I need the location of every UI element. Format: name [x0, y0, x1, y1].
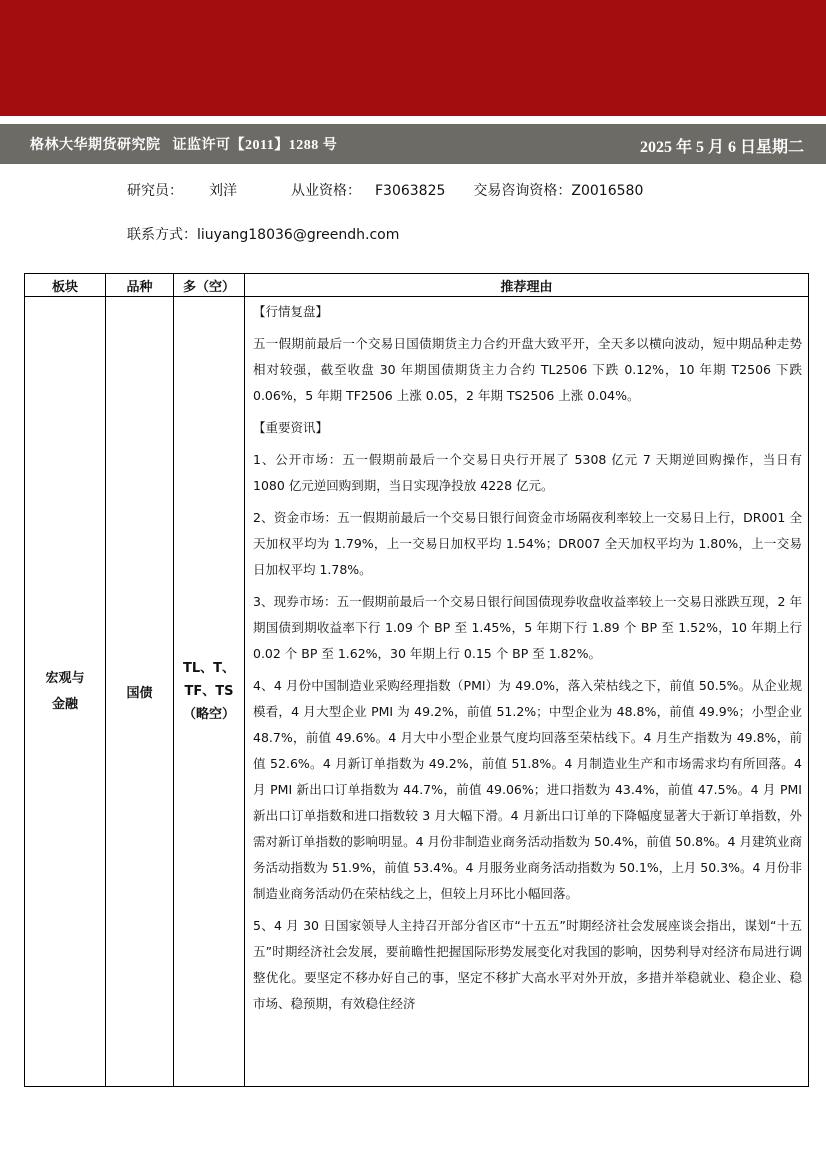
consult-number: Z0016580: [571, 183, 644, 199]
header-bar: [0, 124, 826, 164]
institute-name: 格林大华期货研究院: [30, 138, 161, 153]
variety-cell: 国债: [106, 297, 174, 1087]
table-row: [25, 297, 809, 1087]
col-header-position: 多（空）: [174, 274, 245, 297]
news-item-bond-market: 3、现券市场：五一假期前最后一个交易日银行间国债现券收盘收益率较上一交易日涨跌互现，2 年期国债到期收益率下行 1.09 个 BP 至 1.45%，5 年期下行 1.89 个 BP 至 1.52%，10 年期上行 0.02 个 BP 至 1.62%，30 年期上行 0.15 个 BP 至 1.82%。: [253, 594, 802, 661]
consult-label: 交易咨询资格：: [473, 183, 572, 199]
contact-line: [127, 224, 399, 244]
analyst-label: 研究员：: [127, 183, 183, 199]
col-header-variety: 品种: [106, 274, 174, 297]
reason-content: [253, 299, 802, 1082]
col-header-reason: 推荐理由: [245, 274, 809, 297]
market-review-text: 五一假期前最后一个交易日国债期货主力合约开盘大致平开，全天多以横向波动，短中期品种走势相对较强，截至收盘 30 年期国债期货主力合约 TL2506 下跌 0.12%，10 年期 T2506 下跌 0.06%，5 年期 TF2506 上涨 0.05，2 年期 TS2506 上涨 0.04%。: [253, 336, 802, 403]
reason-cell: [245, 297, 809, 1087]
contact-email[interactable]: liuyang18036@greendh.com: [197, 227, 400, 243]
position-cell: [174, 297, 245, 1087]
contact-label: 联系方式：: [127, 227, 197, 243]
col-header-sector: 板块: [25, 274, 106, 297]
institute-license: [30, 134, 337, 154]
qualification-label: 从业资格：: [291, 183, 361, 199]
sector-text: 宏观与金融: [45, 670, 85, 712]
table-header-row: [25, 274, 809, 297]
analyst-line: [127, 180, 643, 200]
news-item-money-market: 2、资金市场：五一假期前最后一个交易日银行间资金市场隔夜利率较上一交易日上行，DR001 全天加权平均为 1.79%，上一交易日加权平均 1.54%；DR007 全天加权平均为 1.80%，上一交易日加权平均 1.78%。: [253, 510, 802, 577]
position-direction: （略空）: [182, 707, 235, 722]
report-date: 2025 年 5 月 6 日星期二: [639, 139, 804, 156]
section-title-news: 【重要资讯】: [253, 420, 329, 435]
position-contracts-2: TF、TS: [184, 684, 234, 699]
position-contracts-1: TL、T、: [182, 661, 236, 676]
top-banner: [0, 0, 826, 116]
news-item-open-market: 1、公开市场：五一假期前最后一个交易日央行开展了 5308 亿元 7 天期逆回购操作，当日有 1080 亿元逆回购到期，当日实现净投放 4228 亿元。: [253, 452, 802, 493]
license-number: 证监许可【2011】1288 号: [172, 138, 338, 153]
news-item-symposium: 5、4 月 30 日国家领导人主持召开部分省区市“十五五”时期经济社会发展座谈会指出，谋划“十五五”时期经济社会发展，要前瞻性把握国际形势发展变化对我国的影响，因势利导对经济布局进行调整优化。要坚定不移办好自己的事，坚定不移扩大高水平对外开放，多措并举稳就业、稳企业、稳市场、稳预期，有效稳住经济: [253, 918, 802, 1011]
sector-cell: [25, 297, 106, 1087]
section-title-review: 【行情复盘】: [253, 304, 329, 319]
analyst-name: 刘洋: [209, 183, 237, 199]
recommendation-table: [24, 273, 809, 1087]
news-item-pmi: 4、4 月份中国制造业采购经理指数（PMI）为 49.0%，落入荣枯线之下，前值 50.5%。从企业规模看，4 月大型企业 PMI 为 49.2%，前值 51.2%；中型企业为 48.8%，前值 49.9%；小型企业 48.7%，前值 49.6%。4 月大中小型企业景气度均回落至荣枯线下。4 月生产指数为 49.8%，前值 52.6%。4 月新订单指数为 49.2%，前值 51.8%。4 月制造业生产和市场需求均有所回落。4 月 PMI 新出口订单指数为 44.7%，前值 49.06%；进口指数为 43.4%，前值 47.5%。4 月 PMI 新出口订单指数和进口指数较 3 月大幅下滑。4 月新出口订单的下降幅度显著大于新订单指数，外需对新订单指数的影响明显。4 月份非制造业商务活动指数为 50.4%，前值 50.8%。4 月建筑业商务活动指数为 51.9%，前值 53.4%。4 月服务业商务活动指数为 50.1%，上月 50.3%。4 月份非制造业商务活动仍在荣枯线之上，但较上月环比小幅回落。: [253, 678, 802, 901]
qualification-number: F3063825: [375, 183, 446, 199]
